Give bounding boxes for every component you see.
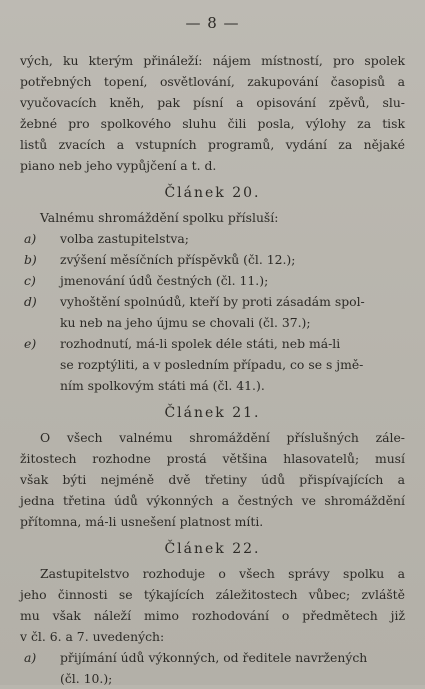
text-line: O všech valnému shromáždění příslušných zále- [40,430,405,445]
text-line: mu však náleží mimo rozhodování o předmětech již [20,608,405,623]
text-line: piano neb jeho vypůjčení a t. d. [20,158,217,173]
list-marker: a) [24,650,37,665]
article-22-paragraph [20,563,405,647]
text-line: přítomna, má-li usnešení platnost míti. [20,514,264,529]
article-20-lead: Valnému shromáždění spolku přísluší: [40,210,279,225]
text-line: však býti nejméně dvě třetiny údů přispívajících a [20,472,405,487]
list-marker: b) [24,252,37,267]
text-line: žebné pro spolkového sluhu čili posla, výlohy za tisk [20,116,405,131]
list-item [20,270,405,291]
article-20-heading: Článek 20. [164,185,261,201]
page-number: — 8 — [185,14,240,32]
text-line: vyučovacích kněh, pak písní a opisování zpěvů, slu- [20,95,405,110]
list-item [20,333,405,354]
list-item [20,249,405,270]
text-line: v čl. 6. a 7. uvedených: [20,629,165,644]
list-item-text: zvýšení měsíčních příspěvků (čl. 12.); [60,252,296,267]
text-line: listů zvacích a vstupních programů, vydání za nějaké [20,137,405,152]
article-22-list [20,647,405,689]
text-line: potřebných topení, osvětlování, zakupování časopisů a [20,74,405,89]
text-line: Zastupitelstvo rozhoduje o všech správy spolku a [40,566,405,581]
list-item-continuation: ním spolkovým státi má (čl. 41.). [60,378,265,393]
list-item-text: vyhoštění spolnúdů, kteří by proti zásadám spol- [60,294,365,309]
text-line: vých, ku kterým přináleží: nájem místností, pro spolek [20,53,405,68]
list-item-text: rozhodnutí, má-li spolek déle státi, neb má-li [60,336,341,351]
intro-paragraph [20,50,405,176]
list-item-continuation: ku neb na jeho újmu se chovali (čl. 37.); [60,315,311,330]
article-20-list [20,228,405,396]
article-22-heading: Článek 22. [164,541,261,557]
list-item [20,228,405,249]
list-marker: e) [24,336,37,351]
list-item-continuation: (čl. 10.); [60,671,113,686]
list-item [20,647,405,668]
text-line: jeho činnosti se týkajících záležitostech vůbec; zvláště [20,587,405,602]
list-marker: c) [24,273,36,288]
article-21-heading: Článek 21. [164,405,261,421]
list-item-text: přijímání údů výkonných, od ředitele navržených [60,650,368,665]
article-21-paragraph [20,427,405,532]
list-item-text: jmenování údů čestných (čl. 11.); [60,273,269,288]
list-marker: a) [24,231,37,246]
list-marker: d) [24,294,37,309]
list-item [20,291,405,312]
text-line: žitostech rozhodne prostá většina hlasovatelů; musí [20,451,405,466]
list-item-text: volba zastupitelstva; [60,231,189,246]
text-line: jedna třetina údů výkonných a čestných ve shromáždění [20,493,405,508]
list-item-continuation: se rozptýliti, a v posledním případu, co se s jmě- [60,357,364,372]
